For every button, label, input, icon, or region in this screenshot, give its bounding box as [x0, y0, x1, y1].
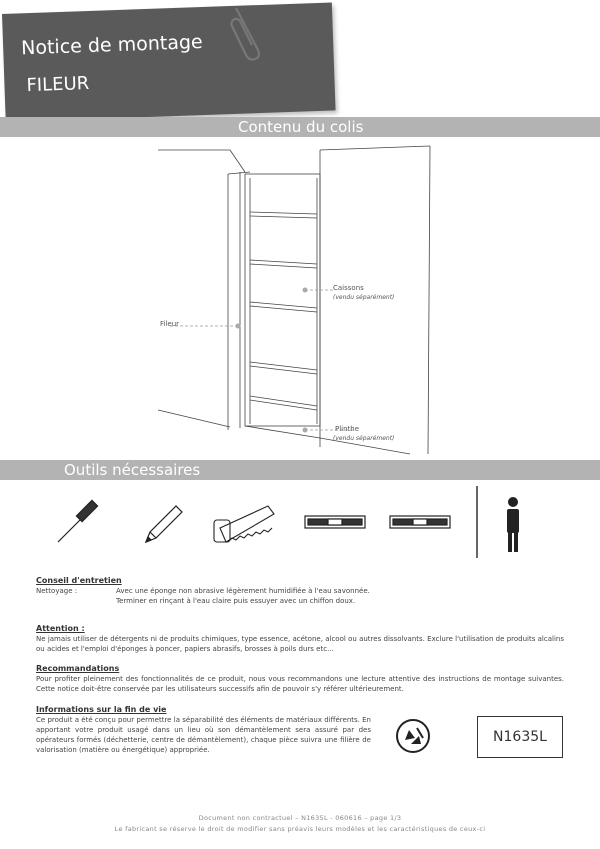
label-caissons: Caissons [333, 284, 364, 292]
section-conseil [36, 576, 564, 606]
section-fin-de-vie [36, 705, 371, 755]
section-band-contenu [0, 117, 600, 137]
section-attention [36, 624, 564, 654]
conseil-line1: Avec une éponge non abrasive légèrement humidifiée à l'eau savonnée. [116, 587, 370, 595]
tools-row [0, 482, 600, 562]
fin-de-vie-title: Informations sur la fin de vie [36, 705, 167, 714]
document-title: Notice de montage [20, 31, 204, 60]
label-plinthe-note: (vendu séparément) [333, 435, 395, 442]
pencil-icon [146, 506, 182, 542]
screwdriver-icon [58, 500, 98, 542]
label-plinthe: Plinthe [335, 425, 360, 433]
level-icon [390, 516, 450, 528]
paperclip-icon [228, 4, 268, 64]
attention-title: Attention : [36, 624, 85, 633]
conseil-line2: Terminer en rinçant à l'eau claire puis essuyer avec un chiffon doux. [116, 597, 356, 605]
header-title-card [2, 2, 336, 121]
person-icon [507, 497, 519, 552]
section-band-outils [0, 460, 600, 480]
conseil-title: Conseil d'entretien [36, 576, 122, 585]
product-name: FILEUR [26, 73, 90, 97]
section-title-outils: Outils nécessaires [64, 461, 201, 479]
attention-text: Ne jamais utiliser de détergents ni de produits chimiques, type essence, acétone, alcool ou autres dissolvants. Exclure l'utilisation de produits alcalins ou acides et l'emploi d'éponges à poncer, papiers abrasifs, brosses à poils durs etc... [36, 635, 564, 653]
fin-de-vie-text: Ce produit a été conçu pour permettre la séparabilité des éléments de matériaux différents. En apportant votre produit usagé dans un lieu où son démantèlement sera assuré par des opérateurs formés (déchetterie, centre de démantèlement), chaque pièce suivra une filière de valorisation (matière ou énergétique) appropriée. [36, 716, 371, 754]
footer-line2: Le fabricant se réserve le droit de modifier sans préavis leurs modèles et les caractéristiques de ceux-ci [114, 825, 486, 833]
section-title-contenu: Contenu du colis [238, 118, 364, 136]
product-code-box: N1635L [477, 716, 563, 758]
level-icon [305, 516, 365, 528]
recommandations-text: Pour profiter pleinement des fonctionnalités de ce produit, nous vous recommandons une lecture attentive des instructions de montage suivantes. Cette notice doit-être conservée par les utilisateurs successifs afin de pouvoir s'y référer ultérieurement. [36, 675, 564, 693]
saw-icon [214, 506, 274, 542]
conseil-key: Nettoyage : [36, 587, 78, 595]
recycle-icon [395, 718, 431, 754]
cabinet-illustration [150, 142, 440, 458]
footer-line1: Document non contractuel – N1635L - 060616 – page 1/3 [198, 814, 402, 822]
section-recommandations [36, 664, 564, 694]
label-caissons-note: (vendu séparément) [333, 294, 395, 301]
recommandations-title: Recommandations [36, 664, 120, 673]
label-fileur: Fileur [160, 320, 180, 328]
